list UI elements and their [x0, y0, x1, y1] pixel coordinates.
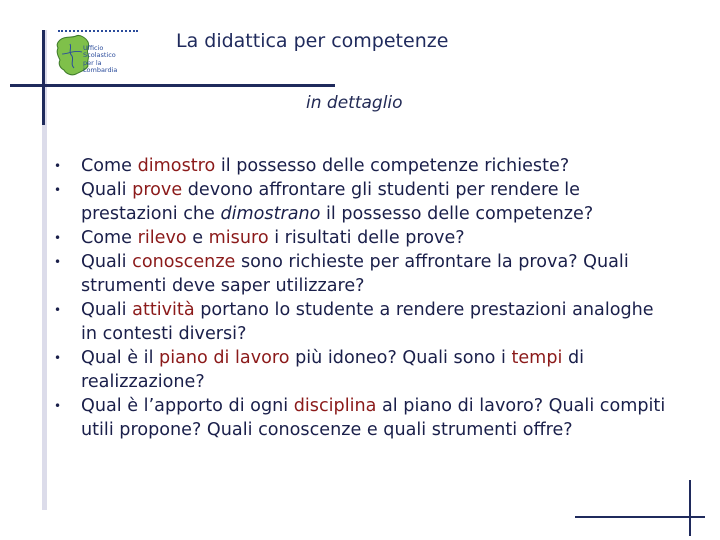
highlighted-term: rilevo [137, 228, 187, 248]
text-segment: e [186, 228, 209, 248]
text-segment: più idoneo? Quali sono i [289, 348, 512, 368]
frame-vertical-line [42, 30, 45, 125]
highlighted-term: disciplina [293, 396, 377, 416]
list-item [54, 154, 674, 178]
text-segment: Qual è il [81, 348, 160, 368]
bullet-icon: • [54, 399, 62, 413]
list-item [54, 178, 674, 226]
highlighted-term: piano di lavoro [159, 348, 290, 368]
list-item [54, 250, 674, 298]
text-segment: i risultati delle prove? [268, 228, 465, 248]
highlighted-term: misuro [208, 228, 269, 248]
highlighted-term: attività [132, 300, 195, 320]
text-segment: Quali [81, 180, 133, 200]
italic-term: dimostrano [220, 204, 321, 224]
frame-horizontal-line-top [10, 84, 335, 87]
list-item [54, 298, 674, 346]
list-item [54, 346, 674, 394]
highlighted-term: dimostro [137, 156, 216, 176]
frame-horizontal-line-bottom-right [575, 516, 705, 518]
text-segment: portano lo studente a rendere prestazioni analoghe in contesti diversi? [81, 300, 654, 344]
text-segment: Qual è l’apporto di ogni [81, 396, 294, 416]
frame-vertical-line-bottom-right [689, 480, 691, 536]
questions-list [54, 154, 674, 442]
text-segment: il possesso delle competenze? [320, 204, 594, 224]
bullet-icon: • [54, 351, 62, 365]
highlighted-term: tempi [511, 348, 563, 368]
bullet-icon: • [54, 255, 62, 269]
text-segment: il possesso delle competenze richieste? [215, 156, 570, 176]
page-subtitle: in dettaglio [306, 93, 403, 113]
text-segment: Come [81, 156, 138, 176]
logo-line: Scolastico [83, 51, 116, 60]
text-segment: Quali [81, 252, 133, 272]
text-segment: Quali [81, 300, 133, 320]
highlighted-term: conoscenze [132, 252, 236, 272]
bullet-icon: • [54, 159, 62, 173]
logo-line: Lombardia [83, 65, 118, 74]
text-segment: devono affrontare gli studenti per rendere le prestazioni che [81, 180, 580, 224]
logo-line: per la [83, 58, 102, 67]
bullet-icon: • [54, 183, 62, 197]
bullet-icon: • [54, 231, 62, 245]
list-item [54, 394, 674, 442]
text-segment: di realizzazione? [81, 348, 585, 392]
text-segment: sono richieste per affrontare la prova? Quali strumenti deve saper utilizzare? [81, 252, 629, 296]
text-segment: al piano di lavoro? Quali compiti utili propone? Quali conoscenze e quali strumenti offre? [81, 396, 666, 440]
page-title: La didattica per competenze [176, 30, 449, 52]
text-segment: Come [81, 228, 138, 248]
list-item [54, 226, 674, 250]
bullet-icon: • [54, 303, 62, 317]
highlighted-term: prove [132, 180, 183, 200]
logo-text [83, 45, 117, 74]
logo-line: Ufficio [83, 44, 104, 52]
